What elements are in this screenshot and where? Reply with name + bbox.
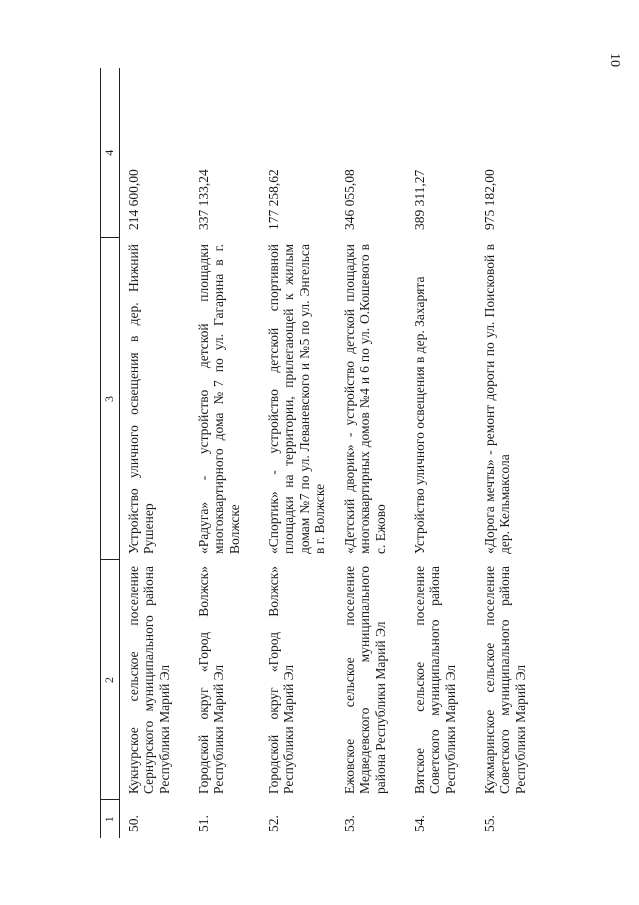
table-row xyxy=(406,68,476,838)
page-number: 10 xyxy=(607,53,622,67)
amount-cell: 389 311,27 xyxy=(411,169,427,230)
column-header-1: 1 xyxy=(101,800,120,838)
amount-cell: 346 055,08 xyxy=(341,169,357,230)
project-cell: «Детский дворик» - устройство детской площадки многоквартирных домов №4 и 6 по ул. О.Кошевого в с. Ежово xyxy=(341,244,388,554)
row-number: 50. xyxy=(125,815,141,832)
row-number: 51. xyxy=(195,815,211,832)
municipality-cell: Кукнурское сельское поселение Сернурского муниципального района Республики Марий Эл xyxy=(125,566,172,794)
municipality-cell: Кужмаринское сельское поселение Советского муниципального района Республики Марий Эл xyxy=(481,566,528,794)
row-number: 53. xyxy=(341,815,357,832)
amount-cell: 337 133,24 xyxy=(195,169,211,230)
project-cell: Устройство уличного освещения в дер. Нижний Рушенер xyxy=(125,244,156,554)
table-row xyxy=(476,68,546,838)
table-row xyxy=(190,68,260,838)
municipality-cell: Вятское сельское поселение Советского муниципального района Республики Марий Эл xyxy=(411,566,458,794)
row-number: 55. xyxy=(481,815,497,832)
project-cell: «Спортик» - устройство детской спортивной площадки на территории, прилегающей к жилым домам №7 по ул. Леваневского и №5 по ул. Энгельса в г. Волжске xyxy=(265,244,327,554)
table-header-row xyxy=(101,68,120,838)
table-row xyxy=(260,68,336,838)
amount-cell: 975 182,00 xyxy=(481,169,497,230)
amount-cell: 214 600,00 xyxy=(125,169,141,230)
table-row xyxy=(336,68,406,838)
project-cell: Устройство уличного освещения в дер. Захарята xyxy=(411,276,427,554)
row-number: 52. xyxy=(265,815,281,832)
column-header-4: 4 xyxy=(101,68,120,238)
row-number: 54. xyxy=(411,815,427,832)
rotated-table-sheet xyxy=(100,68,620,838)
column-header-3: 3 xyxy=(101,238,120,560)
amount-cell: 177 258,62 xyxy=(265,169,281,230)
project-cell: «Дорога мечты» - ремонт дороги по ул. Поисковой в дер. Кельмаксола xyxy=(481,244,512,554)
grants-table xyxy=(100,68,546,838)
column-header-2: 2 xyxy=(101,560,120,800)
municipality-cell: Ежовское сельское поселение Медведевского муниципального района Республики Марий Эл xyxy=(341,566,388,794)
project-cell: «Радуга» - устройство детской площадки многоквартирного дома №7 по ул. Гагарина в г. Волжске xyxy=(195,244,242,554)
municipality-cell: Городской округ «Город Волжск» Республики Марий Эл xyxy=(265,566,296,794)
municipality-cell: Городской округ «Город Волжск» Республики Марий Эл xyxy=(195,566,226,794)
table-row xyxy=(119,68,190,838)
